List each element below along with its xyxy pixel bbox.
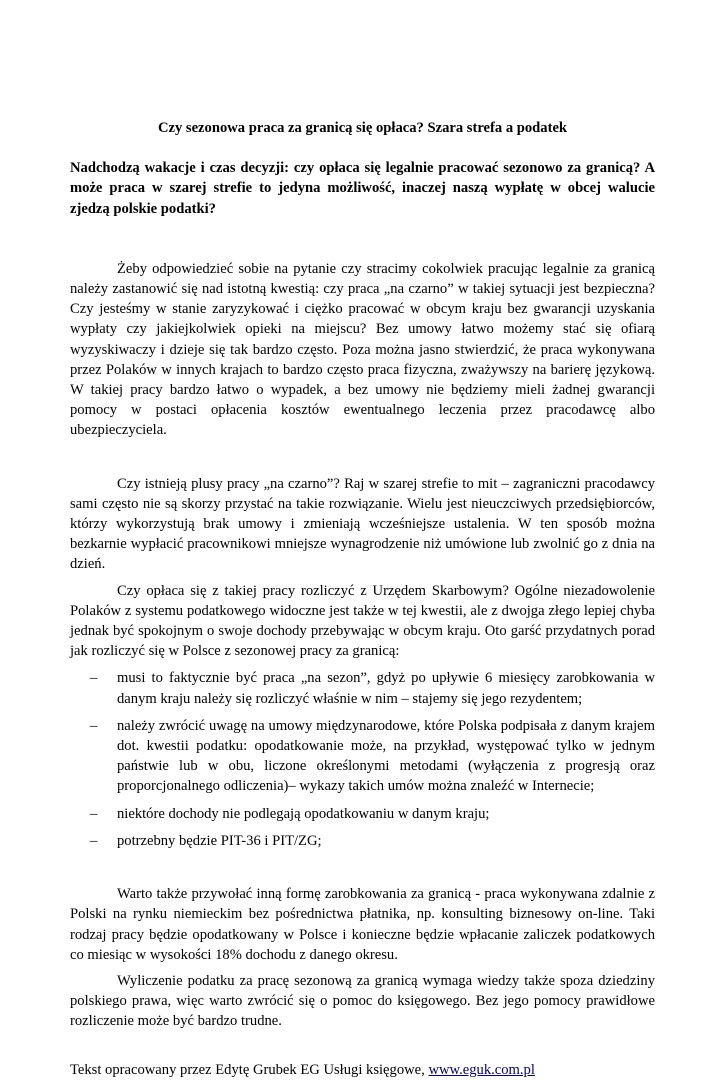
list-item-text: niektóre dochody nie podlegają opodatkowaniu w danym kraju;: [117, 805, 490, 822]
footer-credit: [70, 1060, 655, 1080]
paragraph-1: Żeby odpowiedzieć sobie na pytanie czy stracimy cokolwiek pracując legalnie za granicą należy zastanowić się nad istotną kwestią: czy praca „na czarno” w takiej sytuacji jest bezpieczna? Czy jesteśmy w stanie zaryzykować i ciężko pracować w obcym kraju bez gwarancji uzyskania wypłaty czy jakiejkolwiek opieki na miejscu? Bez umowy łatwo możemy stać się ofiarą wyzyskiwaczy i dzieje się tak bardzo często. Poza można jasno stwierdzić, że praca wykonywana przez Polaków w innych krajach to bardzo często praca fizyczna, zważywszy na barierę językową. W takiej pracy bardzo łatwo o wypadek, a bez umowy nie będziemy mieli żadnej gwarancji pomocy w postaci opłacenia kosztów ewentualnego leczenia przez pracodawcę albo ubezpieczyciela.: [70, 260, 655, 439]
paragraph-3: Czy opłaca się z takiej pracy rozliczyć z Urzędem Skarbowym? Ogólne niezadowolenie Polaków z systemu podatkowego widoczne jest także w tej kwestii, ale z dwojga złego lepiej chyba jednak być spokojnym o swoje dochody przebywając w obcym kraju. Oto garść przydatnych porad jak rozliczyć się w Polsce z sezonowej pracy za granicą:: [70, 582, 655, 660]
dash-bullet: –: [90, 670, 98, 687]
dash-bullet: –: [90, 717, 98, 734]
website-link[interactable]: www.eguk.com.pl: [428, 1061, 535, 1078]
list-item: [70, 804, 655, 824]
document-title: Czy sezonowa praca za granicą się opłaca? Szara strefa a podatek: [157, 120, 568, 136]
dash-bullet: –: [90, 832, 98, 849]
tax-tips-list: [70, 668, 655, 851]
list-item-text: potrzebny będzie PIT-36 i PIT/ZG;: [117, 832, 322, 849]
paragraph-4: Warto także przywołać inną formę zarobkowania za granicą - praca wykonywana zdalnie z Polski na rynku niemieckim bez pośrednictwa płatnika, np. konsulting biznesowy on-line. Taki rodzaj pracy będzie opodatkowany w Polsce i konieczne będzie wpłacanie zaliczek podatkowych co miesiąc w wysokości 18% dochodu z danego okresu.: [70, 886, 655, 963]
dash-bullet: –: [90, 805, 98, 822]
footer-text: Tekst opracowany przez Edytę Grubek EG Usługi księgowe,: [70, 1061, 429, 1078]
list-item: [70, 668, 655, 708]
list-item: [70, 716, 655, 797]
paragraph-5: Wyliczenie podatku za pracę sezonową za granicą wymaga wiedzy także spoza dziedziny polskiego prawa, więc warto zwrócić się o pomoc do księgowego. Bez jego pomocy prawidłowe rozliczenie może być bardzo trudne.: [70, 972, 655, 1030]
list-item-text: należy zwrócić uwagę na umowy międzynarodowe, które Polska podpisała z danym krajem dot. kwestii podatku: opodatkowanie może, na przykład, występować tylko w jednym państwie lub w obu, liczone określonymi metodami (wyłączenia z progresją oraz proporcjonalnego odliczenia)– wykazy takich umów można znaleźć w Internecie;: [117, 717, 655, 795]
list-item: [70, 831, 655, 851]
lead-paragraph: Nadchodzą wakacje i czas decyzji: czy opłaca się legalnie pracować sezonowo za granicą? A może praca w szarej strefie to jedyna możliwość, inaczej naszą wypłatę w obcej walucie zjedzą polskie podatki?: [70, 160, 655, 217]
list-item-text: musi to faktycznie być praca „na sezon”, gdyż po upływie 6 miesięcy zarobkowania w danym kraju należy się rozliczyć właśnie w nim – stajemy się jego rezydentem;: [117, 670, 655, 707]
paragraph-2: Czy istnieją plusy pracy „na czarno”? Raj w szarej strefie to mit – zagraniczni pracodawcy sami często nie są skorzy przystać na takie rozwiązanie. Wielu jest nieuczciwych przedsiębiorców, którzy wykorzystują brak umowy i zmieniają wcześniejsze ustalenia. W ten sposób można bezkarnie wypłacić pracownikowi mniejsze wynagrodzenie niż umówione lub zwolnić go z dnia na dzień.: [70, 475, 655, 573]
